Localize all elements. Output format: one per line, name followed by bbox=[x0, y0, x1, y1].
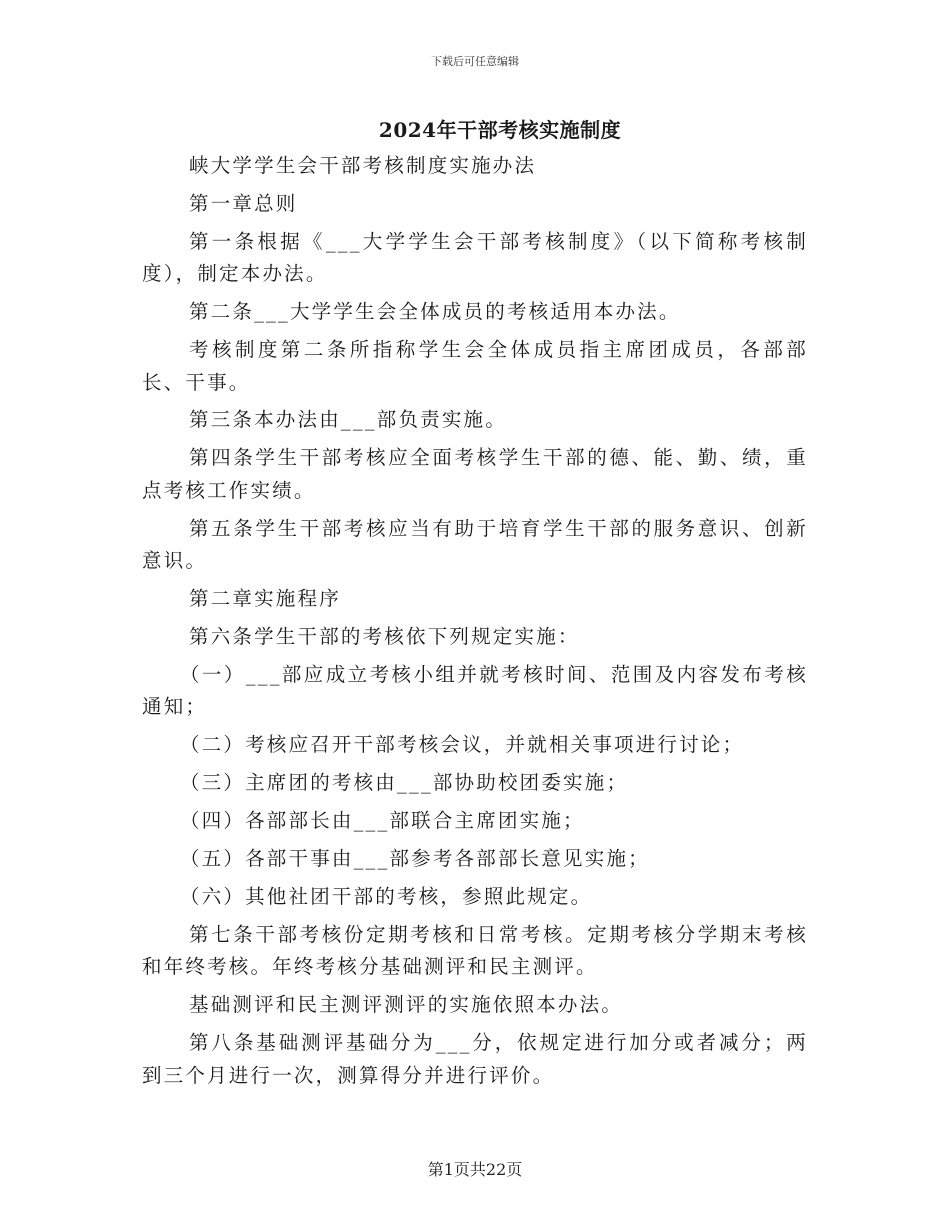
paragraph: 第一章总则 bbox=[189, 191, 298, 215]
paragraph: 第四条学生干部考核应全面考核学生干部的德、能、勤、绩，重点考核工作实绩。 bbox=[142, 446, 808, 502]
paragraph: 第七条干部考核份定期考核和日常考核。定期考核分学期末考核和年终考核。年终考核分基础测评和民主测评。 bbox=[142, 922, 808, 979]
document-title: 2024年干部考核实施制度 bbox=[378, 118, 622, 142]
paragraph: 第六条学生干部的考核依下列规定实施： bbox=[189, 625, 580, 649]
list-item-paragraph: （四）各部部长由___部联合主席团实施； bbox=[180, 809, 585, 833]
list-item-paragraph: （一）___部应成立考核小组并就考核时间、范围及内容发布考核通知； bbox=[142, 662, 808, 719]
header-note: 下载后可任意编辑 bbox=[431, 55, 519, 68]
list-item-paragraph: （二）考核应召开干部考核会议，并就相关事项进行讨论； bbox=[180, 733, 745, 757]
document-body bbox=[142, 150, 808, 1097]
paragraph: 第五条学生干部考核应当有助于培育学生干部的服务意识、创新意识。 bbox=[142, 516, 808, 573]
page-footer: 第1页共22页 bbox=[427, 1160, 523, 1179]
paragraph: 考核制度第二条所指称学生会全体成员指主席团成员，各部部长、干事。 bbox=[142, 338, 808, 394]
list-item-paragraph: （六）其他社团干部的考核，参照此规定。 bbox=[180, 884, 593, 908]
paragraph: 第三条本办法由___部负责实施。 bbox=[189, 408, 507, 432]
paragraph: 第二条___大学学生会全体成员的考核适用本办法。 bbox=[189, 300, 681, 324]
paragraph: 第八条基础测评基础分为___分，依规定进行加分或者减分；两到三个月进行一次，测算得分并进行评价。 bbox=[142, 1031, 808, 1087]
paragraph: 第一条根据《___大学学生会干部考核制度》（以下简称考核制度），制定本办法。 bbox=[142, 229, 808, 286]
list-item-paragraph: （三）主席团的考核由___部协助校团委实施； bbox=[180, 771, 629, 795]
paragraph: 基础测评和民主测评测评的实施依照本办法。 bbox=[189, 993, 624, 1017]
list-item-paragraph: （五）各部干事由___部参考各部部长意见实施； bbox=[180, 846, 650, 870]
paragraph: 第二章实施程序 bbox=[189, 587, 341, 611]
paragraph: 峡大学学生会干部考核制度实施办法 bbox=[189, 154, 537, 177]
